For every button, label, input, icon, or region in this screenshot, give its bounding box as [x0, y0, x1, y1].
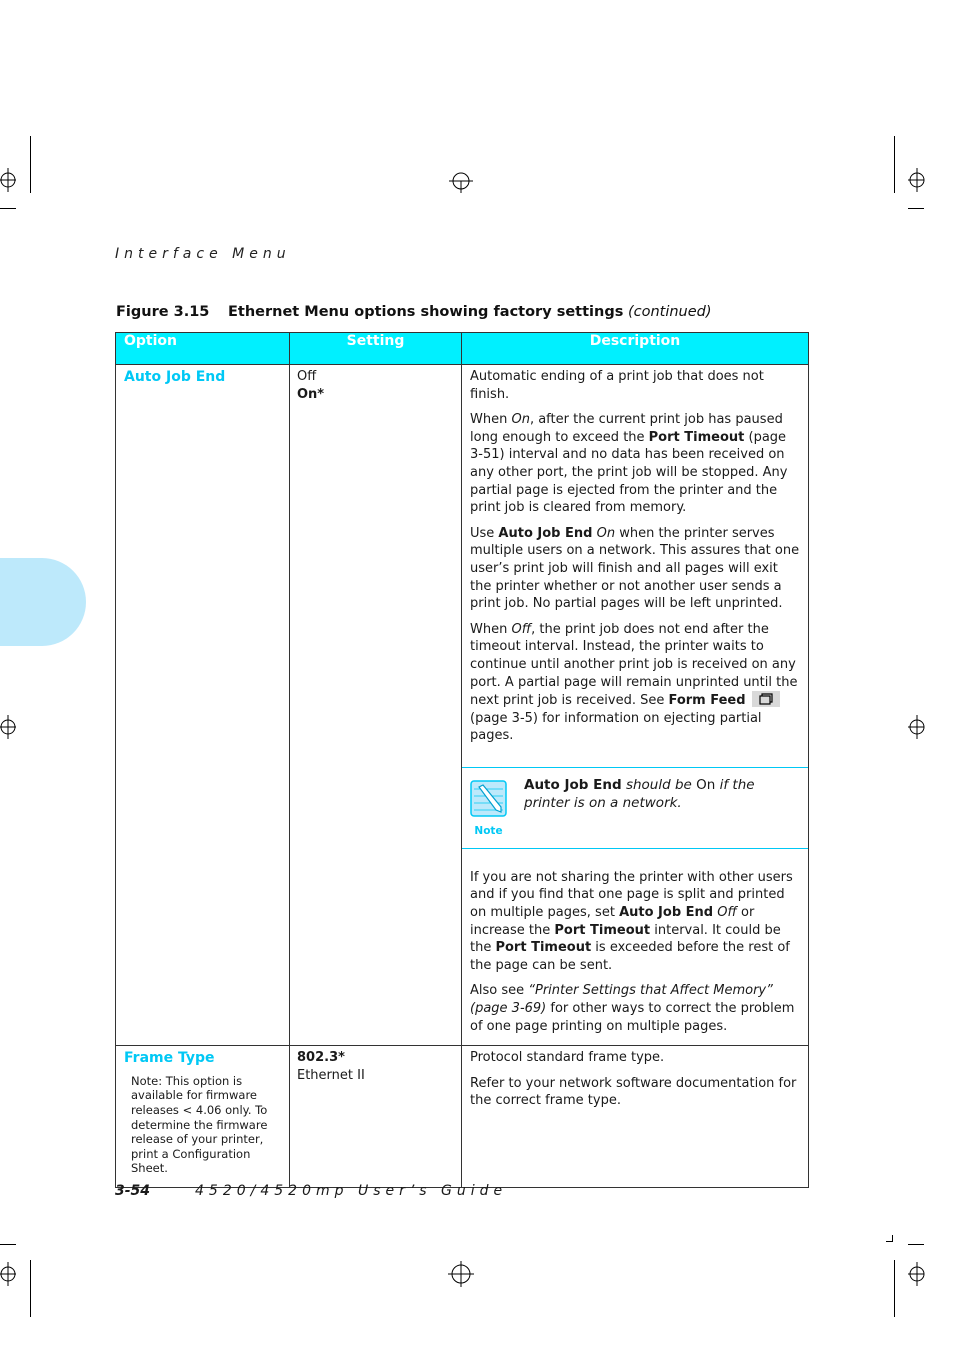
- figure-continued: (continued): [627, 304, 712, 320]
- note-box: [462, 767, 808, 849]
- option-cell: [116, 1046, 290, 1188]
- guide-title: 4520/4520mp User’s Guide: [195, 1183, 508, 1199]
- setting-cell: [290, 365, 462, 1046]
- form-feed-key-icon: [752, 691, 780, 707]
- figure-title: Ethernet Menu options showing factory settings: [228, 304, 624, 320]
- description-paragraph: When Off, the print job does not end after the timeout interval. Instead, the printer waits to continue until another print job is received on any port. A partial page will remain unprinted until the next print job is received. See Form Feed (page 3-5) for information on ejecting partial pages.: [470, 621, 798, 744]
- running-header: Interface Menu: [115, 246, 291, 262]
- option-note: Note: This option is available for firmware releases < 4.06 only. To determine the firmware release of your printer, print a Configuration Sheet.: [131, 1073, 268, 1176]
- description-cell: [462, 365, 809, 1046]
- header-option: Option: [116, 333, 290, 365]
- options-table: [115, 332, 809, 1188]
- page-footer: [115, 1183, 507, 1199]
- setting-value: Ethernet II: [297, 1067, 365, 1083]
- option-name: Auto Job End: [124, 369, 226, 385]
- description-paragraph: Also see “Printer Settings that Affect Memory” (page 3-69) for other ways to correct the problem of one page printing on multiple pages.: [470, 983, 795, 1034]
- pencil-note-icon: [470, 780, 507, 841]
- table-row: [116, 365, 809, 1046]
- setting-cell: [290, 1046, 462, 1188]
- note-label: Note: [474, 825, 503, 838]
- table-row: [116, 1046, 809, 1188]
- description-cell: [462, 1046, 809, 1188]
- description-paragraph: If you are not sharing the printer with other users and if you find that one page is split and printed on multiple pages, set Auto Job End Off or increase the Port Timeout interval. It could be the Port Timeout is exceeded before the rest of the page can be sent.: [470, 869, 793, 973]
- note-text: Auto Job End should be On if the printer is on a network.: [524, 776, 755, 811]
- setting-default: 802.3*: [297, 1050, 345, 1066]
- figure-number: Figure 3.15: [116, 304, 210, 320]
- header-setting: Setting: [290, 333, 462, 365]
- table-header-row: [116, 333, 809, 365]
- setting-value: Off: [297, 369, 317, 384]
- option-name: Frame Type: [124, 1050, 215, 1067]
- description-paragraph: Refer to your network software documentation for the correct frame type.: [470, 1075, 797, 1109]
- description-paragraph: Protocol standard frame type.: [470, 1050, 665, 1066]
- description-paragraph: Use Auto Job End On when the printer serves multiple users on a network. This assures that one user’s print job will finish and all pages will exit the printer whether or not another user sends a print job. No partial pages will be left unprinted.: [470, 525, 800, 612]
- setting-default: On*: [297, 386, 325, 402]
- page-number: 3-54: [115, 1183, 151, 1199]
- section-tab: [0, 558, 86, 646]
- figure-caption: [116, 304, 712, 320]
- option-cell: [116, 365, 290, 1046]
- description-paragraph: When On, after the current print job has paused long enough to exceed the Port Timeout (page 3-51) interval and no data has been received on any other port, the print job will be stopped. Any partial page is ejected from the printer and the print job is cleared from memory.: [470, 412, 788, 516]
- header-description: Description: [462, 333, 809, 365]
- description-paragraph: Automatic ending of a print job that does not finish.: [470, 369, 764, 402]
